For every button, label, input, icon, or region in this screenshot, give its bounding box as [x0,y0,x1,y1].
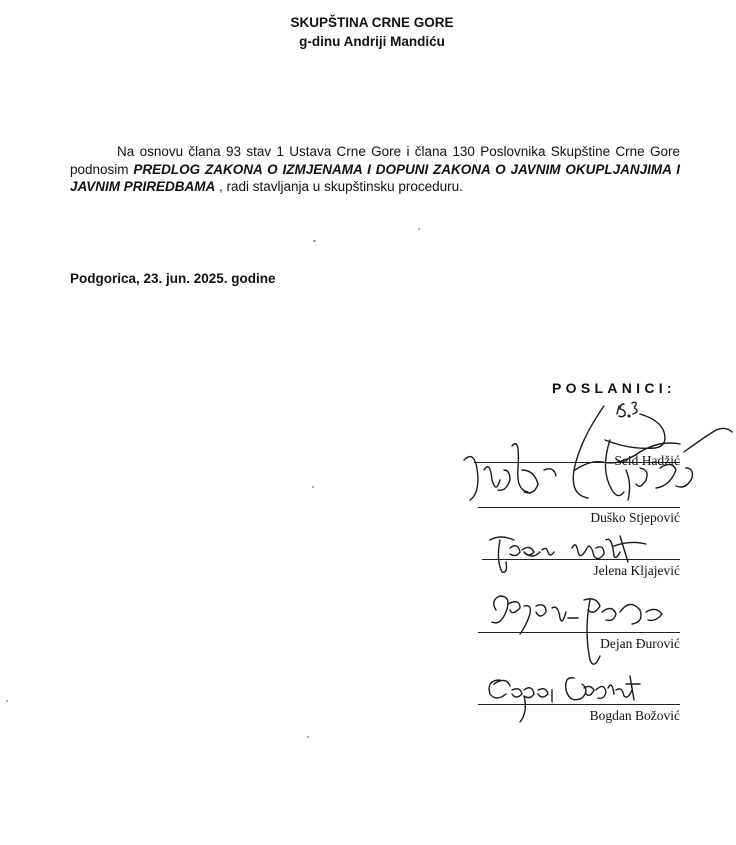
scan-speck [312,486,314,488]
scan-speck [307,736,309,738]
handwritten-note [617,402,637,416]
recipient-institution: SKUPŠTINA CRNE GORE [290,15,454,30]
body-outro: , radi stavljanja u skupštinsku proceduru. [215,179,463,194]
scan-speck [6,700,8,702]
body-paragraph [70,143,680,196]
recipient-person: g-dinu Andriji Mandiću [299,34,445,49]
scan-speck [418,228,420,230]
letter-header [0,13,736,51]
signatory-name: Seid Hadžić [614,453,680,468]
signatory-name: Duško Stjepović [590,510,680,525]
signatory-name: Bogdan Božović [589,708,680,723]
signature-dusko-stjepovic [464,444,556,500]
place-and-date: Podgorica, 23. jun. 2025. godine [70,271,276,286]
scan-speck [313,240,316,242]
signature-line [478,632,680,633]
signature-line [482,559,680,560]
signature-line [478,704,680,705]
signature-dejan-durovic [492,596,662,664]
signature-line [478,507,680,508]
signatory-name: Jelena Kljajević [593,563,680,578]
signatory-name: Dejan Đurović [600,636,680,651]
proposal-title: PREDLOG ZAKONA O IZMJENAMA I DOPUNI ZAKONA O JAVNIM OKUPLJANJIMA I JAVNIM PRIREDBAMA [70,161,680,194]
body-intro: Na osnovu člana 93 stav 1 Ustava Crne Gore i člana 130 Poslovnika Skupštine Crne Gore podnosim [70,144,680,177]
signatories-title: POSLANICI: [552,380,676,396]
